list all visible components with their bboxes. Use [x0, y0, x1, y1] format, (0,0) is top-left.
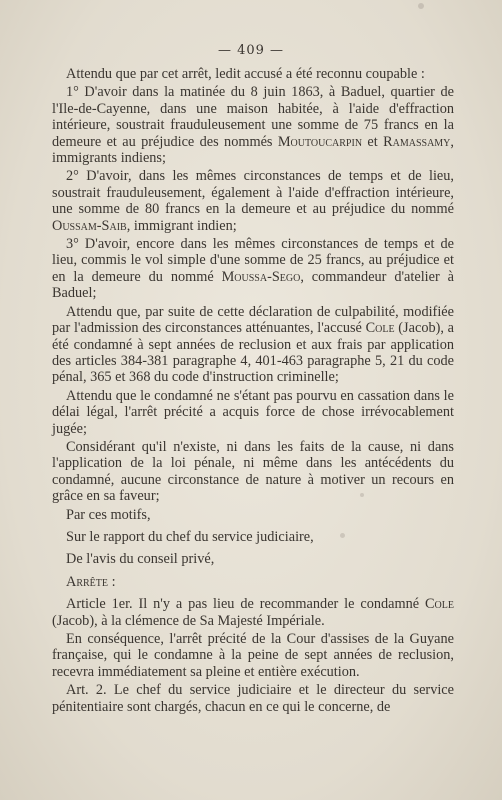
paragraph-sc2: Ramassamy	[383, 133, 451, 150]
paragraph-text: Attendu que le condamné ne s'étant pas pourvu en cassation dans le délai légal, l'arrêt précité a acquis force de chose irrévocablement jugée;	[52, 387, 454, 437]
paragraph	[52, 388, 454, 437]
paragraph-text: En conséquence, l'arrêt précité de la Cour d'assises de la Guyane française, qui le condamne à la peine de sept années de reclusion, recevra immédiatement sa pleine et entière exécution.	[52, 631, 454, 680]
paragraph-text: 3° D'avoir, encore dans les mêmes circonstances de temps et de lieu, commis le vol simple d'une somme de 25 francs, au préjudice et en la demeure du nommé	[52, 236, 454, 285]
paragraph-tail: , immigrants indiens;	[52, 133, 454, 167]
body-text	[52, 66, 454, 717]
ink-smudge	[418, 3, 424, 9]
paragraph-text: Article 1er. Il n'y a pas lieu de recommander le condamné	[66, 596, 426, 613]
paragraph-text: Art. 2. Le chef du service judiciaire et le directeur du service pénitentiaire sont chargés, chacun en ce qui le concerne, de	[52, 682, 454, 715]
paragraph	[52, 682, 454, 715]
paragraph-sc1: Cole	[425, 596, 454, 613]
paragraph-text: Attendu que par cet arrêt, ledit accusé a été reconnu coupable :	[66, 66, 425, 82]
paragraph	[52, 507, 454, 523]
paragraph	[52, 84, 454, 166]
paragraph	[52, 551, 454, 567]
paragraph-text: Arrête :	[66, 573, 116, 590]
paragraph-mid: et	[362, 133, 384, 150]
ink-smudge	[360, 493, 364, 497]
paragraph-sc1: Cole	[365, 320, 395, 337]
paragraph-text: 1° D'avoir dans la matinée du 8 juin 1863, à Baduel, quartier de l'Ile-de-Cayenne, dans une maison habitée, à l'aide d'effraction intérieure, soustrait frauduleusement une somme de 75 francs en la demeure et au préjudice des nommés	[52, 84, 454, 150]
paragraph-sc1: Oussam-Saib	[52, 217, 127, 234]
paragraph	[52, 168, 454, 234]
paragraph	[52, 529, 454, 545]
paragraph-text: Par ces motifs,	[66, 506, 151, 523]
ink-smudge	[340, 533, 345, 538]
paragraph-tail: (Jacob), à la clémence de Sa Majesté Impériale.	[52, 612, 325, 629]
paragraph-text: Considérant qu'il n'existe, ni dans les faits de la cause, ni dans l'application de la loi pénale, ni même dans les antécédents du condamné, aucune circonstance de nature à motiver un recours en grâce en sa faveur;	[52, 438, 454, 505]
paragraph-tail: (Jacob), a été condamné à sept années de reclusion et aux frais par application des articles 384-381 paragraphe 4, 401-463 paragraphe 5, 21 du code pénal, 365 et 368 du code d'instruction criminelle;	[52, 320, 454, 386]
paragraph-sc1: Moutoucarpin	[277, 133, 363, 150]
paragraph	[52, 596, 454, 629]
paragraph-text: Attendu que, par suite de cette déclaration de culpabilité, modifiée par l'admission des circonstances atténuantes, l'accusé	[52, 303, 454, 337]
paragraph-text: 2° D'avoir, dans les mêmes circonstances de temps et de lieu, soustrait frauduleusement, également à l'aide d'effraction intérieure, une somme de 80 francs en la demeure et au préjudice du nommé	[52, 168, 454, 218]
paragraph-text: De l'avis du conseil privé,	[66, 551, 215, 568]
paragraph	[52, 236, 454, 302]
paragraph	[52, 631, 454, 680]
paragraph-tail: , commandeur d'atelier à Baduel;	[52, 268, 454, 302]
paragraph-sc1: Moussa-Sego	[221, 268, 301, 285]
paragraph	[52, 304, 454, 386]
paragraph	[52, 66, 454, 82]
paragraph-tail: , immigrant indien;	[126, 217, 237, 234]
paragraph	[52, 439, 454, 505]
paragraph	[52, 574, 454, 590]
page-number: — 409 —	[217, 43, 285, 58]
paragraph-text: Sur le rapport du chef du service judiciaire,	[66, 528, 314, 545]
